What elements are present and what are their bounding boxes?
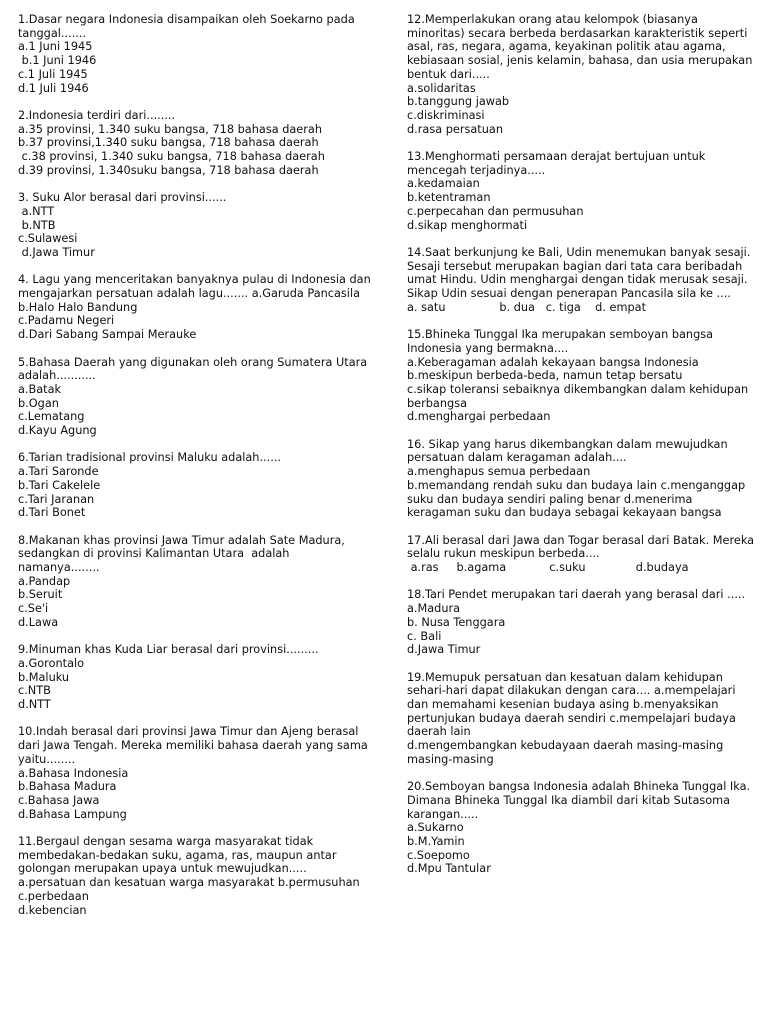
question-text-line: 16. Sikap yang harus dikembangkan dalam mewujudkan xyxy=(407,437,728,451)
question-line: b.meskipun berbeda-beda, namun tetap bersatu xyxy=(407,369,683,383)
question-line: a.35 provinsi, 1.340 suku bangsa, 718 bahasa daerah xyxy=(18,122,322,136)
question-block xyxy=(18,273,370,342)
question-text-line: 2.Indonesia terdiri dari........ xyxy=(18,108,176,122)
right-column xyxy=(407,13,755,890)
question-line: c.Se'i xyxy=(18,602,49,616)
question-block xyxy=(18,451,370,520)
question-text-line: 5.Bahasa Daerah yang digunakan oleh orang Sumatera Utara xyxy=(18,355,368,369)
question-line: sedangkan di provinsi Kalimantan Utara adalah xyxy=(18,547,290,561)
question-line: d.Dari Sabang Sampai Merauke xyxy=(18,328,197,342)
question-block xyxy=(407,13,752,136)
question-line: Sesaji tersebut merupakan bagian dari tata cara beribadah xyxy=(407,259,743,273)
question-line: d.menghargai perbedaan xyxy=(407,410,551,424)
question-text-line: 8.Makanan khas provinsi Jawa Timur adalah Sate Madura, xyxy=(18,533,345,547)
question-block xyxy=(407,780,752,876)
question-line: b.1 Juni 1946 xyxy=(18,54,97,68)
question-line: namanya........ xyxy=(18,561,100,575)
question-block xyxy=(407,438,752,520)
question-line: bentuk dari..... xyxy=(407,67,490,81)
question-line: b.Tari Cakelele xyxy=(18,478,101,492)
question-line: masing-masing xyxy=(407,752,494,766)
question-line: a.Tari Saronde xyxy=(18,465,99,479)
question-line: sehari-hari dapat dilakukan dengan cara.... a.mempelajari xyxy=(407,684,736,698)
question-line: b.ketentraman xyxy=(407,191,491,205)
question-text-line: 17.Ali berasal dari Jawa dan Togar berasal dari Batak. Mereka xyxy=(407,533,755,547)
question-line: c.Padamu Negeri xyxy=(18,314,115,328)
question-line: umat Hindu. Udin menghargai dengan tidak merusak sesaji. xyxy=(407,273,748,287)
question-line: d.Jawa Timur xyxy=(407,643,481,657)
question-line: c.perbedaan xyxy=(18,889,89,903)
question-block xyxy=(407,671,752,767)
question-line: a.Sukarno xyxy=(407,821,464,835)
question-block xyxy=(407,588,752,657)
question-line: dan memahami kesenian budaya asing b.menyaksikan xyxy=(407,698,719,712)
question-line: adalah........... xyxy=(18,369,96,383)
question-line: Dimana Bhineka Tunggal Ika diambil dari kitab Sutasoma xyxy=(407,793,731,807)
question-block xyxy=(18,109,370,178)
question-text-line: 19.Memupuk persatuan dan kesatuan dalam kehidupan xyxy=(407,670,723,684)
question-line: a.Gorontalo xyxy=(18,656,85,670)
question-line: c.sikap toleransi sebaiknya dikembangkan dalam kehidupan xyxy=(407,382,749,396)
question-line: persatuan dalam keragaman adalah.... xyxy=(407,451,627,465)
question-line: a.1 Juni 1945 xyxy=(18,40,93,54)
question-block xyxy=(18,13,370,95)
question-line: a.menghapus semua perbedaan xyxy=(407,465,591,479)
left-column xyxy=(18,13,370,931)
question-line: c.perpecahan dan permusuhan xyxy=(407,204,584,218)
question-line: b.Seruit xyxy=(18,588,63,602)
question-line: a.persatuan dan kesatuan warga masyarakat b.permusuhan xyxy=(18,876,360,890)
question-line: c.38 provinsi, 1.340 suku bangsa, 718 bahasa daerah xyxy=(18,150,325,164)
question-line: Sikap Udin sesuai dengan penerapan Pancasila sila ke .... xyxy=(407,287,731,301)
question-line: d.mengembangkan kebudayaan daerah masing-masing xyxy=(407,739,724,753)
question-block xyxy=(407,150,752,232)
question-line: d.sikap menghormati xyxy=(407,218,528,232)
question-line: a.Batak xyxy=(18,382,62,396)
question-line: daerah lain xyxy=(407,725,471,739)
question-line: b.tanggung jawab xyxy=(407,95,510,109)
question-line: a.Madura xyxy=(407,602,461,616)
question-block xyxy=(407,533,755,575)
question-line: berbangsa xyxy=(407,396,467,410)
question-line: d.Bahasa Lampung xyxy=(18,807,127,821)
question-block xyxy=(18,725,370,821)
question-text-line: 13.Menghormati persamaan derajat bertujuan untuk xyxy=(407,150,706,164)
question-text-line: 10.Indah berasal dari provinsi Jawa Timur dan Ajeng berasal xyxy=(18,725,359,739)
question-line: d.39 provinsi, 1.340suku bangsa, 718 bahasa daerah xyxy=(18,163,319,177)
question-line: c.diskriminasi xyxy=(407,108,485,122)
question-line: d.Lawa xyxy=(18,615,59,629)
question-line: d.Mpu Tantular xyxy=(407,862,491,876)
question-line: d.NTT xyxy=(18,698,51,712)
question-line: keragaman suku dan budaya sebagai kekayaan bangsa xyxy=(407,506,722,520)
question-line: a.solidaritas xyxy=(407,81,476,95)
question-line: b.Bahasa Madura xyxy=(18,780,117,794)
question-text-line: 15.Bhineka Tunggal Ika merupakan semboyan bangsa xyxy=(407,328,714,342)
question-block xyxy=(18,356,370,438)
question-line: minoritas) secara berbeda berdasarkan karakteristik seperti xyxy=(407,26,748,40)
question-line: b.NTB xyxy=(18,218,56,232)
question-line: b.Ogan xyxy=(18,396,59,410)
question-block xyxy=(18,835,370,917)
question-line: c.Bahasa Jawa xyxy=(18,793,100,807)
question-text-line: 11.Bergaul dengan sesama warga masyarakat tidak xyxy=(18,835,314,849)
question-block xyxy=(18,191,370,260)
question-line: d.kebencian xyxy=(18,903,87,917)
question-line: c.Sulawesi xyxy=(18,232,78,246)
question-line: selalu rukun meskipun berbeda.... xyxy=(407,547,600,561)
question-line: tanggal....... xyxy=(18,26,87,40)
question-text-line: 14.Saat berkunjung ke Bali, Udin menemukan banyak sesaji. xyxy=(407,245,751,259)
question-block xyxy=(407,246,752,315)
question-line: karangan..... xyxy=(407,807,479,821)
question-line: b.M.Yamin xyxy=(407,835,465,849)
question-line: membedakan-bedakan suku, agama, ras, maupun antar xyxy=(18,848,337,862)
question-text-line: 4. Lagu yang menceritakan banyaknya pulau di Indonesia dan xyxy=(18,273,371,287)
question-line: b.37 provinsi,1.340 suku bangsa, 718 bahasa daerah xyxy=(18,136,319,150)
question-line: c.Soepomo xyxy=(407,848,470,862)
question-text-line: 20.Semboyan bangsa Indonesia adalah Bhineka Tunggal Ika. xyxy=(407,780,751,794)
question-line: a.Bahasa Indonesia xyxy=(18,766,129,780)
question-text-line: 18.Tari Pendet merupakan tari daerah yang berasal dari ..... xyxy=(407,588,746,602)
question-line: c.NTB xyxy=(18,684,51,698)
question-line: pertunjukan budaya daerah sendiri c.mempelajari budaya xyxy=(407,711,736,725)
question-block xyxy=(18,643,370,712)
question-line: d.Tari Bonet xyxy=(18,506,86,520)
question-line: b. Nusa Tenggara xyxy=(407,615,506,629)
question-line: d.Jawa Timur xyxy=(18,245,95,259)
question-line: golongan merupakan upaya untuk mewujudkan..... xyxy=(18,862,307,876)
question-line: b.memandang rendah suku dan budaya lain c.menganggap xyxy=(407,478,746,492)
question-line: suku dan budaya sendiri paling benar d.menerima xyxy=(407,492,693,506)
question-line: c. Bali xyxy=(407,629,442,643)
question-line: d.rasa persatuan xyxy=(407,122,503,136)
question-text-line: 3. Suku Alor berasal dari provinsi...... xyxy=(18,191,227,205)
question-line: d.Kayu Agung xyxy=(18,424,97,438)
question-line: asal, ras, negara, agama, keyakinan politik atau agama, xyxy=(407,40,726,54)
question-line: yaitu........ xyxy=(18,752,76,766)
question-line: c.Tari Jaranan xyxy=(18,492,95,506)
question-text-line: 6.Tarian tradisional provinsi Maluku adalah...... xyxy=(18,451,282,465)
question-line: dari Jawa Tengah. Mereka memiliki bahasa daerah yang sama xyxy=(18,739,368,753)
question-line: a. satu b. dua c. tiga d. empat xyxy=(407,300,646,314)
question-line: a.kedamaian xyxy=(407,177,480,191)
question-text-line: 1.Dasar negara Indonesia disampaikan oleh Soekarno pada xyxy=(18,13,355,26)
question-line: d.1 Juli 1946 xyxy=(18,81,89,95)
question-line: a.Keberagaman adalah kekayaan bangsa Indonesia xyxy=(407,355,699,369)
question-text-line: 9.Minuman khas Kuda Liar berasal dari provinsi......... xyxy=(18,643,319,657)
question-text-line: 12.Memperlakukan orang atau kelompok (biasanya xyxy=(407,13,698,26)
question-line: c.1 Juli 1945 xyxy=(18,67,88,81)
question-block xyxy=(407,328,752,424)
question-block xyxy=(18,534,370,630)
question-line: a.NTT xyxy=(18,204,55,218)
question-line: a.ras b.agama c.suku d.budaya xyxy=(407,561,689,575)
question-line: mencegah terjadinya..... xyxy=(407,163,546,177)
question-line: b.Maluku xyxy=(18,670,70,684)
question-line: mengajarkan persatuan adalah lagu....... a.Garuda Pancasila xyxy=(18,287,361,301)
question-line: a.Pandap xyxy=(18,574,71,588)
question-line: b.Halo Halo Bandung xyxy=(18,300,138,314)
question-line: c.Lematang xyxy=(18,410,85,424)
question-line: kebiasaan sosial, jenis kelamin, bahasa, dan usia merupakan xyxy=(407,54,753,68)
question-line: Indonesia yang bermakna.... xyxy=(407,341,569,355)
